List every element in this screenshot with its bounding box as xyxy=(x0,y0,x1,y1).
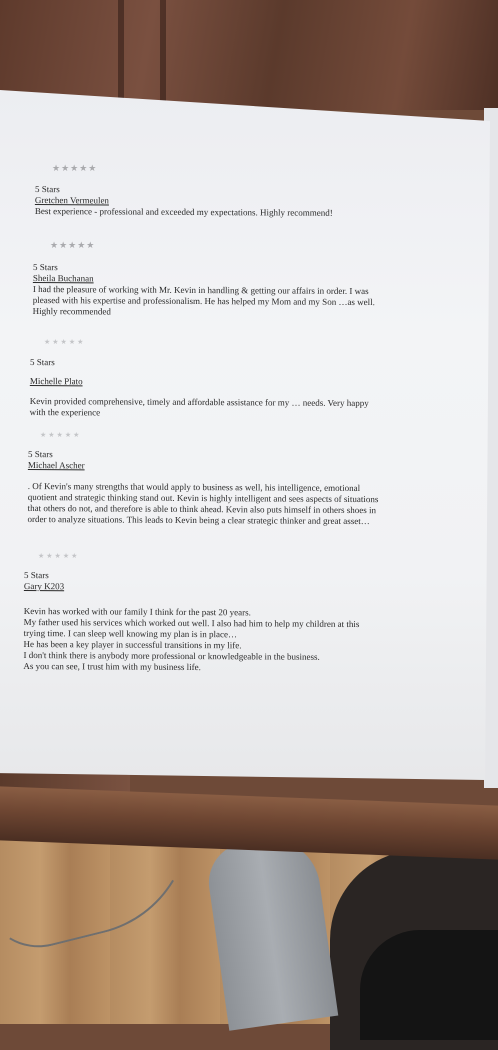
reviewer-name: Gretchen Vermeulen xyxy=(34,194,109,206)
review-text-line: Highly recommended xyxy=(32,305,111,317)
review-text-line: order to analyze situations. This leads to Kevin being a clear strategic thinker and great asset… xyxy=(27,513,370,527)
review-text-line: My father used his services which worked out well. I also had him to help my children at this xyxy=(23,616,360,630)
review-text-line: that others do not, and therefore is able to think ahead. Kevin also puts himself in others shoes in xyxy=(27,502,377,516)
review-text-line: As you can see, I trust him with my business life. xyxy=(23,660,201,673)
star-rating-icon: ★★★★★ xyxy=(52,163,98,173)
review-text-line: I don't think there is anybody more professional or knowledgeable in the business. xyxy=(23,649,320,662)
star-rating-icon: ★★★★★ xyxy=(44,338,86,346)
reviewer-name: Michelle Plato xyxy=(29,375,83,387)
review-text-line: He has been a key player in successful transitions in my life. xyxy=(23,638,242,651)
reviewer-name: Gary K203 xyxy=(23,580,65,592)
review-michelle xyxy=(30,357,369,420)
review-text-line: trying time. I can sleep well knowing my plan is in place… xyxy=(23,627,238,640)
review-rating: 5 Stars xyxy=(29,357,55,368)
review-gary xyxy=(23,570,359,674)
review-text-line: quotient and strategic thinking stand out. Kevin is highly intelligent and sees aspects of situations xyxy=(27,491,379,505)
review-text-line: Kevin provided comprehensive, timely and affordable assistance for my … needs. Very happy xyxy=(29,395,369,409)
reviewer-name: Michael Ascher xyxy=(27,459,85,471)
review-text-line: I had the pleasure of working with Mr. Kevin in handling & getting our affairs in order. I was xyxy=(32,283,369,297)
star-rating-icon: ★★★★★ xyxy=(38,552,80,560)
review-gretchen xyxy=(35,184,333,219)
star-rating-icon: ★★★★★ xyxy=(50,240,96,250)
review-sheila xyxy=(33,262,376,319)
review-michael xyxy=(28,449,379,527)
review-rating: 5 Stars xyxy=(27,449,53,460)
review-rating: 5 Stars xyxy=(34,184,60,195)
review-text-line: Kevin has worked with our family I think for the past 20 years. xyxy=(23,605,251,618)
review-text-line: . Of Kevin's many strengths that would apply to business as well, his intelligence, emotional xyxy=(27,480,361,494)
review-rating: 5 Stars xyxy=(32,262,58,273)
review-rating: 5 Stars xyxy=(23,570,49,581)
review-text-line: pleased with his expertise and professionalism. He has helped my Mom and my Son …as well. xyxy=(32,294,375,308)
review-text-line: with the experience xyxy=(29,406,101,418)
review-text-line: Best experience - professional and exceeded my expectations. Highly recommend! xyxy=(34,205,333,218)
star-rating-icon: ★★★★★ xyxy=(40,431,82,439)
reviewer-name: Sheila Buchanan xyxy=(32,272,94,284)
